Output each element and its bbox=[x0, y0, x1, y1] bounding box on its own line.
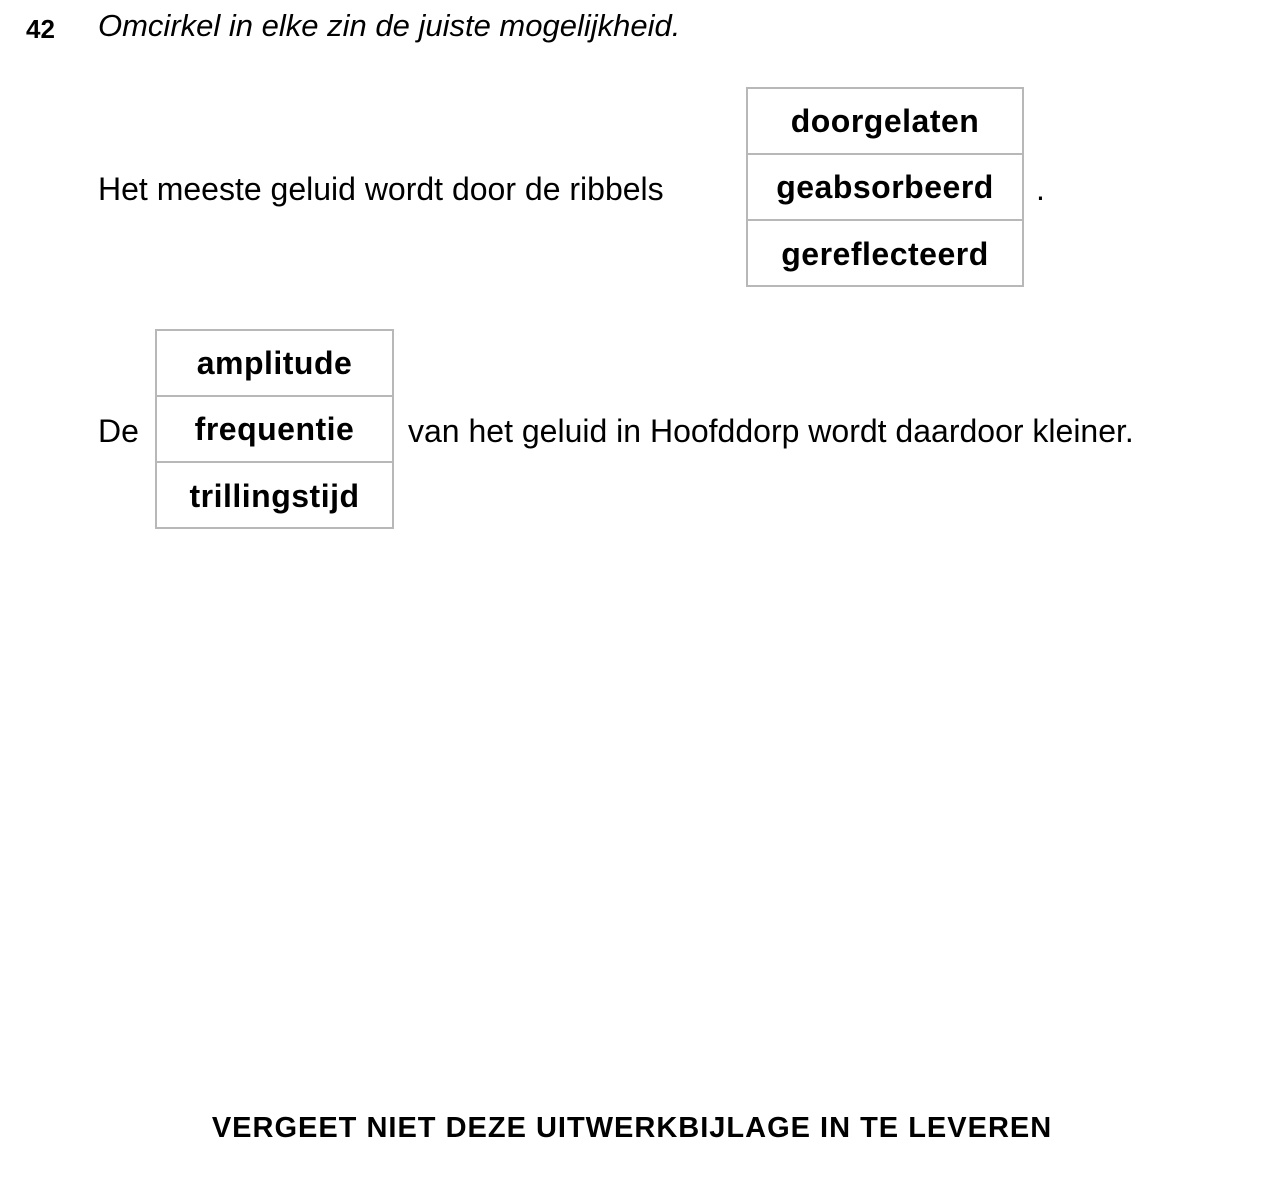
sentence1-option[interactable]: geabsorbeerd bbox=[748, 155, 1022, 221]
sentence1-option[interactable]: doorgelaten bbox=[748, 89, 1022, 155]
sentence2-option[interactable]: amplitude bbox=[157, 331, 392, 397]
question-instruction: Omcirkel in elke zin de juiste mogelijkheid. bbox=[98, 8, 681, 43]
sentence2-prefix: De bbox=[98, 413, 139, 449]
sentence1-prefix: Het meeste geluid wordt door de ribbels bbox=[98, 171, 664, 207]
sentence1-choice-box bbox=[746, 87, 1024, 287]
sentence2-option[interactable]: trillingstijd bbox=[189, 477, 360, 514]
sentence1-suffix: . bbox=[1036, 171, 1045, 207]
sentence2-option[interactable]: frequentie bbox=[157, 397, 392, 463]
question-number: 42 bbox=[26, 14, 55, 44]
sentence2-suffix: van het geluid in Hoofddorp wordt daardoor kleiner. bbox=[408, 413, 1134, 449]
sentence2-choice-box bbox=[155, 329, 394, 529]
sentence1-option[interactable]: gereflecteerd bbox=[781, 235, 989, 272]
footer-notice: VERGEET NIET DEZE UITWERKBIJLAGE IN TE LEVEREN bbox=[211, 1112, 1053, 1144]
